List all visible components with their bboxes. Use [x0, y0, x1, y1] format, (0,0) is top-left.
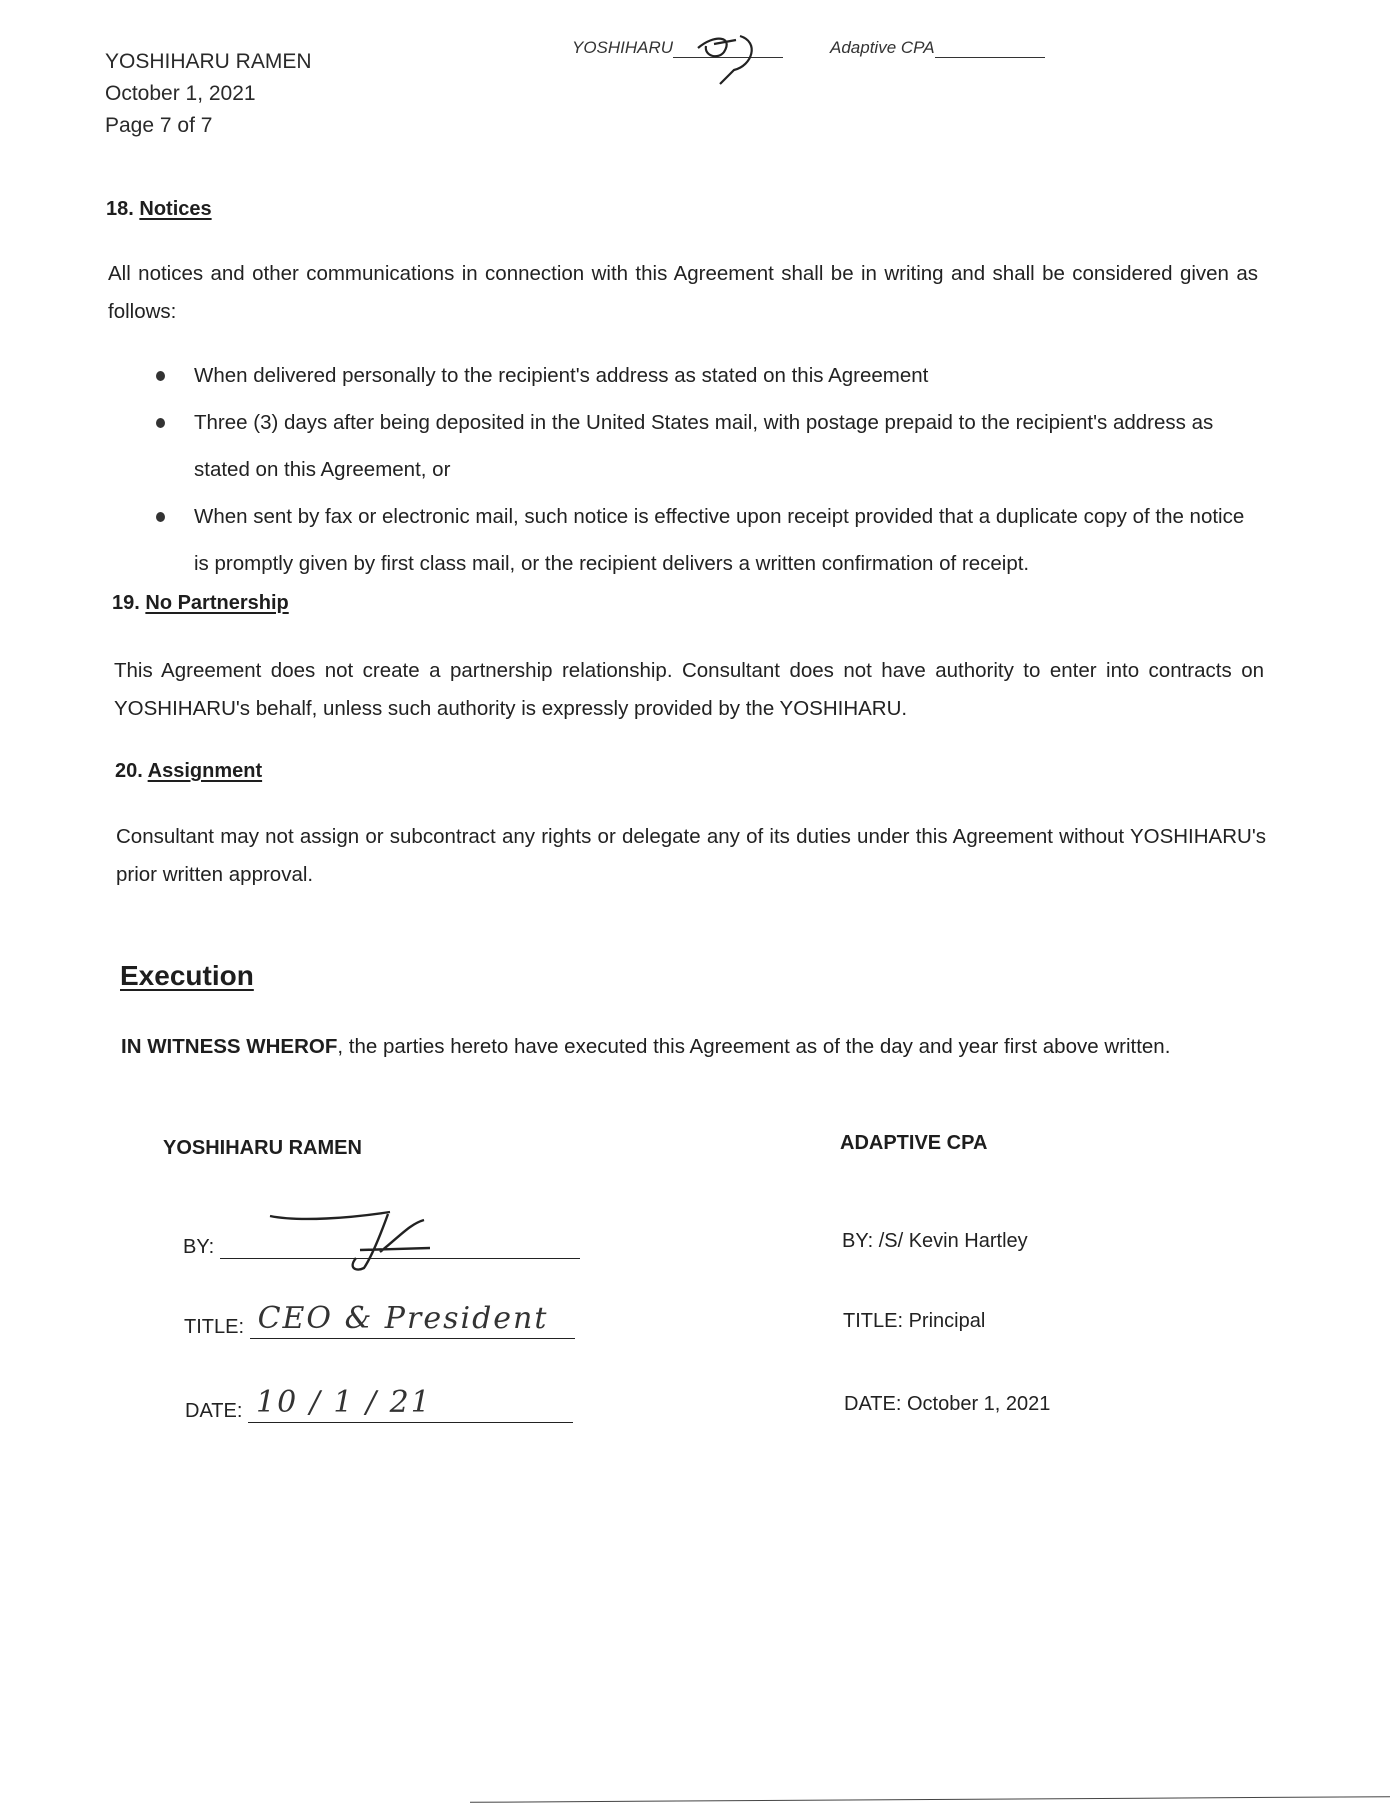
witness-clause [121, 1035, 1170, 1059]
date-line[interactable] [248, 1385, 573, 1423]
handwritten-signature [260, 1206, 460, 1276]
list-item: When delivered personally to the recipient's address as stated on this Agreement [150, 352, 1260, 399]
list-item: Three (3) days after being deposited in the United States mail, with postage prepaid to the recipient's address as stated on this Agreement, or [150, 399, 1260, 493]
section-heading-assignment [115, 760, 262, 783]
page-bottom-rule [470, 1796, 1390, 1803]
header-page-number: Page 7 of 7 [105, 114, 213, 137]
initials-line [935, 39, 1045, 58]
header-date: October 1, 2021 [105, 82, 256, 105]
signature-by-row [183, 1232, 580, 1259]
by-label: BY: [183, 1236, 215, 1258]
notice-methods-list [150, 352, 1260, 587]
party-name-adaptive-cpa: ADAPTIVE CPA [840, 1132, 988, 1154]
section-number: 19. [112, 592, 140, 614]
handwritten-date: 10 / 1 / 21 [255, 1385, 432, 1420]
title-label: TITLE: [184, 1316, 245, 1338]
section-title: Notices [139, 198, 212, 220]
signatory-by: BY: /S/ Kevin Hartley [842, 1230, 1028, 1252]
page-header [105, 46, 312, 142]
signatory-title: TITLE: Principal [843, 1310, 986, 1332]
signature-date-row [185, 1385, 573, 1423]
section-heading-notices [106, 198, 212, 221]
initials-label: Adaptive CPA [830, 38, 935, 57]
section-title: Assignment [147, 760, 263, 782]
party-name-yoshiharu: YOSHIHARU RAMEN [163, 1137, 362, 1159]
execution-heading: Execution [120, 960, 254, 991]
date-label: DATE: [185, 1400, 243, 1422]
handwritten-title: CEO & President [257, 1301, 549, 1336]
section-body-no-partnership: This Agreement does not create a partnership relationship. Consultant does not have authority to enter into contracts on YOSHIHARU's behalf, unless such authority is expressly provided by the YOSHIHARU. [114, 659, 1264, 720]
section-number: 20. [115, 760, 143, 782]
initials-signature-mark [684, 26, 794, 96]
section-heading-no-partnership [112, 592, 289, 615]
signature-title-row [184, 1301, 575, 1339]
initials-label: YOSHIHARU [572, 38, 674, 57]
section-body-assignment: Consultant may not assign or subcontract any rights or delegate any of its duties under this Agreement without YOSHIHARU's prior written approval. [116, 825, 1266, 886]
initials-adaptive-cpa [830, 38, 1045, 58]
section-number: 18. [106, 198, 134, 220]
header-company: YOSHIHARU RAMEN [105, 50, 312, 73]
bullet-icon [156, 371, 165, 381]
bullet-icon [156, 418, 165, 428]
witness-text: , the parties hereto have executed this Agreement as of the day and year first above written. [337, 1035, 1171, 1058]
signature-line[interactable] [220, 1232, 580, 1259]
section-title: No Partnership [145, 592, 289, 614]
witness-lead: IN WITNESS WHEROF [121, 1035, 338, 1058]
list-item: When sent by fax or electronic mail, such notice is effective upon receipt provided that a duplicate copy of the notice is promptly given by first class mail, or the recipient delivers a written confirmation of receipt. [150, 493, 1260, 587]
signatory-date: DATE: October 1, 2021 [844, 1393, 1051, 1415]
section-body-notices: All notices and other communications in connection with this Agreement shall be in writing and shall be considered given as follows: [108, 262, 1258, 323]
bullet-icon [156, 512, 165, 522]
title-line[interactable] [250, 1301, 575, 1339]
